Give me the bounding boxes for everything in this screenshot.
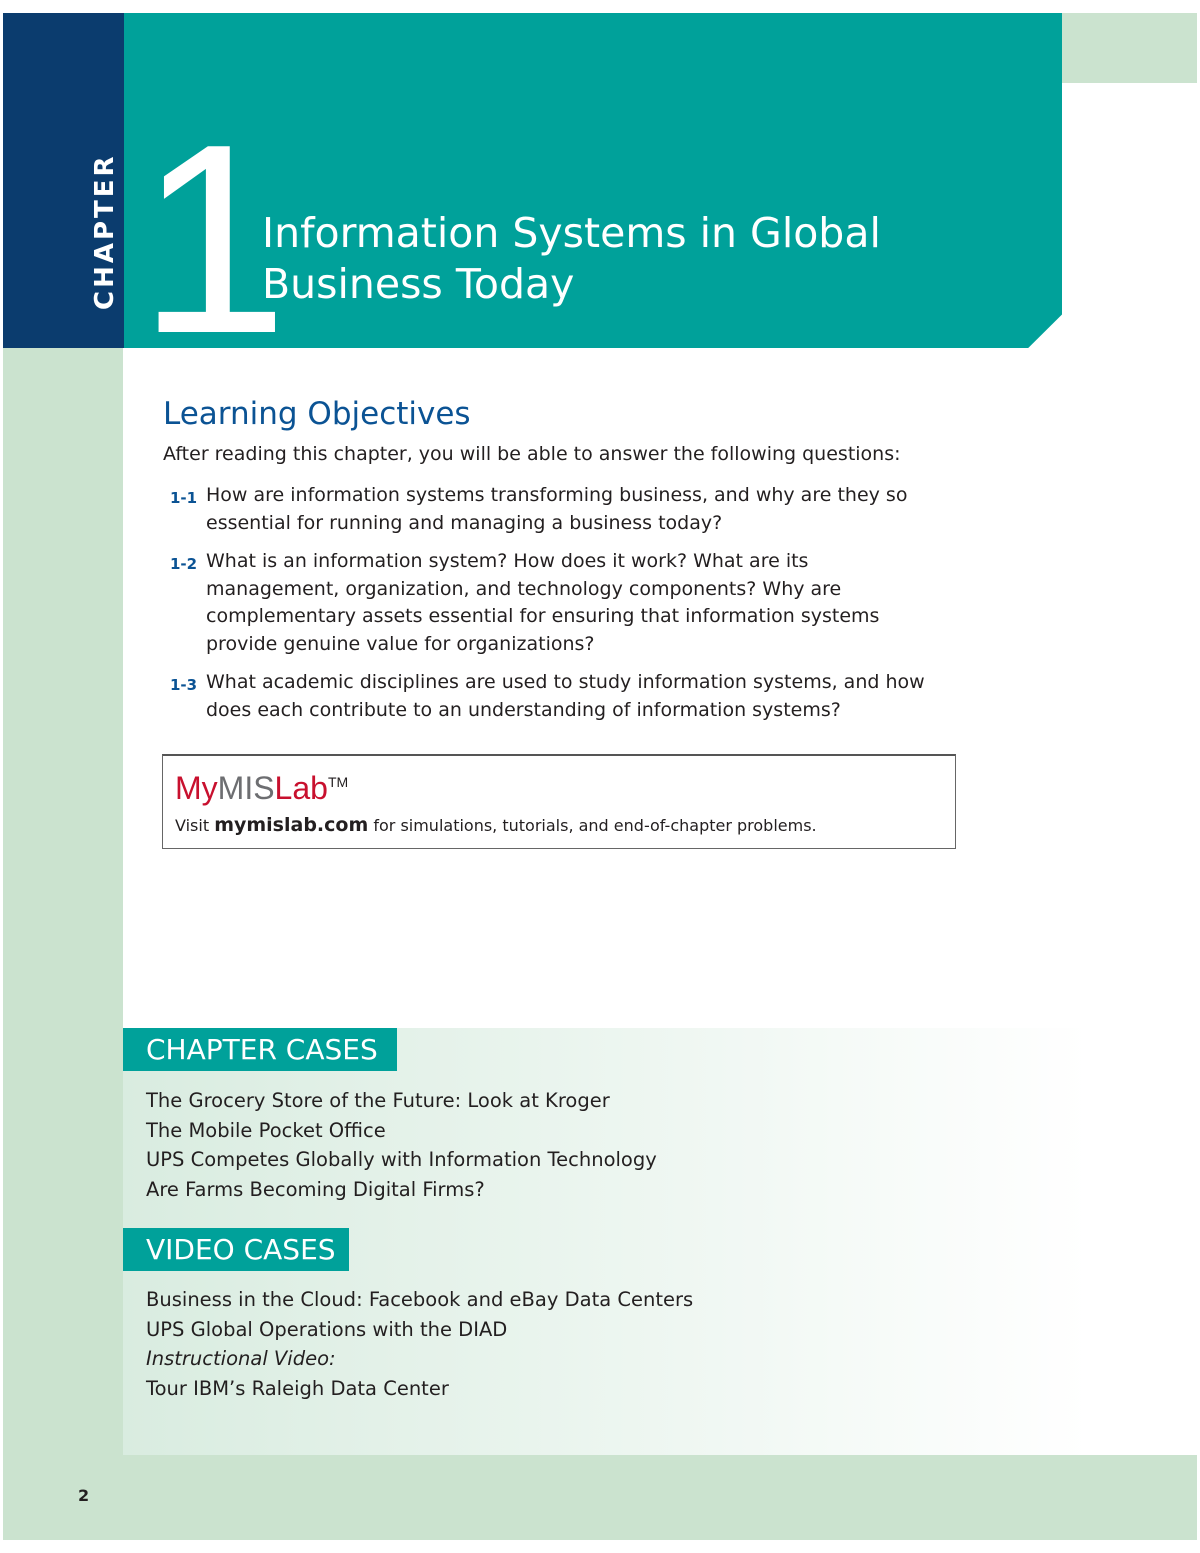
logo-part-mis: MIS (217, 770, 275, 806)
bottom-decorative-band (3, 1455, 1197, 1540)
chapter-case-item: Are Farms Becoming Digital Firms? (146, 1177, 485, 1201)
video-cases-heading: VIDEO CASES (123, 1228, 349, 1271)
visit-prefix: Visit (175, 816, 215, 835)
logo-part-lab: Lab (274, 770, 328, 806)
chapter-cases-list (146, 1086, 657, 1204)
learning-objectives-intro: After reading this chapter, you will be able to answer the following questions: (163, 443, 901, 465)
chapter-cases-heading: CHAPTER CASES (123, 1028, 397, 1071)
objective-text (206, 548, 946, 658)
objective-line: How are information systems transforming business, and why are they so (206, 484, 908, 506)
chapter-title (262, 208, 1022, 310)
top-right-decorative-block (1062, 13, 1197, 83)
objective-number: 1-2 (170, 555, 198, 573)
objective-number: 1-1 (170, 489, 198, 507)
objective-line: essential for running and managing a business today? (206, 511, 723, 534)
learning-objective-item (170, 482, 950, 538)
video-case-item: Business in the Cloud: Facebook and eBay Data Centers (146, 1288, 694, 1311)
objective-line: does each contribute to an understanding of information systems? (206, 698, 841, 721)
chapter-case-item: The Mobile Pocket Office (146, 1118, 386, 1142)
objective-text (206, 482, 946, 537)
mymislab-url-link[interactable]: mymislab.com (214, 814, 369, 836)
instructional-video-label: Instructional Video: (146, 1347, 336, 1370)
objective-line: management, organization, and technology components? Why are (206, 577, 842, 600)
video-case-item: Tour IBM’s Raleigh Data Center (146, 1376, 449, 1400)
learning-objectives-heading: Learning Objectives (163, 396, 471, 432)
objective-line: What is an information system? How does it work? What are its (206, 550, 809, 572)
chapter-title-line: Information Systems in Global (262, 209, 881, 257)
objective-line: What academic disciplines are used to study information systems, and how (206, 671, 925, 693)
objective-text (206, 669, 946, 724)
video-cases-list (146, 1285, 693, 1403)
logo-trademark: TM (327, 774, 349, 790)
chapter-title-line: Business Today (262, 260, 575, 308)
mymislab-callout-box (162, 754, 956, 849)
mymislab-logo (175, 770, 348, 807)
chapter-number: 1 (138, 89, 281, 390)
objective-line: provide genuine value for organizations? (206, 632, 595, 655)
chapter-case-item: The Grocery Store of the Future: Look at Kroger (146, 1089, 610, 1112)
left-decorative-stripe (3, 348, 123, 1540)
visit-suffix: for simulations, tutorials, and end-of-chapter problems. (368, 816, 817, 835)
mymislab-visit-text (175, 814, 817, 836)
objective-number: 1-3 (170, 676, 198, 694)
learning-objective-item (170, 548, 950, 660)
chapter-label: CHAPTER (90, 153, 120, 310)
chapter-case-item: UPS Competes Globally with Information Technology (146, 1148, 657, 1171)
page-number: 2 (78, 1486, 90, 1505)
objective-line: complementary assets essential for ensuring that information systems (206, 605, 880, 627)
video-case-item: UPS Global Operations with the DIAD (146, 1317, 508, 1341)
learning-objective-item (170, 669, 950, 725)
logo-part-my: My (175, 770, 218, 806)
